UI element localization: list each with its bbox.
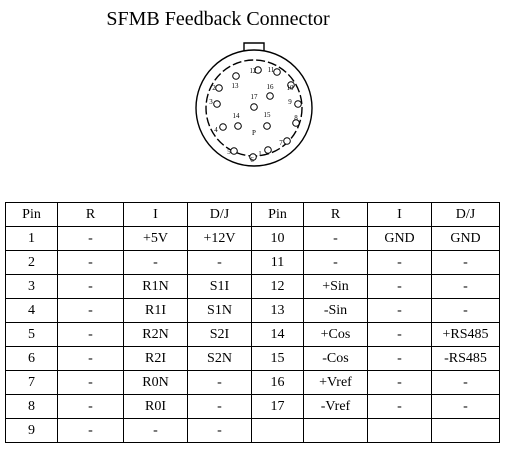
table-cell: - bbox=[368, 347, 432, 371]
table-cell: S2N bbox=[188, 347, 252, 371]
table-cell: - bbox=[368, 299, 432, 323]
pin-1-hole bbox=[265, 147, 272, 154]
table-cell: GND bbox=[368, 227, 432, 251]
table-cell: R2N bbox=[124, 323, 188, 347]
pin-17-hole bbox=[251, 104, 258, 111]
table-row bbox=[6, 275, 500, 299]
table-cell: 7 bbox=[6, 371, 58, 395]
pin-11-hole bbox=[274, 69, 281, 76]
table-cell: GND bbox=[432, 227, 500, 251]
pin-label: 14 bbox=[232, 112, 240, 120]
header-cell: R bbox=[304, 203, 368, 227]
table-cell: - bbox=[368, 371, 432, 395]
table-row bbox=[6, 347, 500, 371]
table-cell: 12 bbox=[252, 275, 304, 299]
header-cell: Pin bbox=[6, 203, 58, 227]
table-cell: - bbox=[368, 395, 432, 419]
pin-label: 17 bbox=[250, 93, 258, 101]
pin-label: 5 bbox=[227, 148, 231, 156]
header-cell: D/J bbox=[432, 203, 500, 227]
table-row bbox=[6, 395, 500, 419]
table-row bbox=[6, 419, 500, 443]
page-title: SFMB Feedback Connector bbox=[106, 8, 330, 30]
table-cell: - bbox=[304, 227, 368, 251]
table-cell: +12V bbox=[188, 227, 252, 251]
connector-diagram bbox=[0, 0, 509, 200]
table-cell: - bbox=[58, 371, 124, 395]
table-cell: R0N bbox=[124, 371, 188, 395]
pin-label: 8 bbox=[294, 114, 298, 122]
table-cell: - bbox=[58, 419, 124, 443]
header-cell: I bbox=[368, 203, 432, 227]
table-cell: - bbox=[368, 251, 432, 275]
pin-label: 1 bbox=[258, 150, 262, 158]
pin-label: 9 bbox=[288, 98, 292, 106]
table-cell: - bbox=[432, 251, 500, 275]
table-cell: 8 bbox=[6, 395, 58, 419]
pin-label: 7 bbox=[279, 139, 283, 147]
table-cell: - bbox=[368, 323, 432, 347]
table-cell: 10 bbox=[252, 227, 304, 251]
table-cell: +5V bbox=[124, 227, 188, 251]
pin-group bbox=[214, 67, 302, 161]
table-cell: 15 bbox=[252, 347, 304, 371]
table-cell: -RS485 bbox=[432, 347, 500, 371]
pin-14-hole bbox=[235, 123, 242, 130]
table-cell: - bbox=[432, 371, 500, 395]
table-cell: S1I bbox=[188, 275, 252, 299]
table-cell bbox=[304, 419, 368, 443]
table-cell: 4 bbox=[6, 299, 58, 323]
table-cell: 13 bbox=[252, 299, 304, 323]
table-cell: - bbox=[432, 395, 500, 419]
header-cell: D/J bbox=[188, 203, 252, 227]
table-cell: - bbox=[432, 299, 500, 323]
pin-4-hole bbox=[220, 124, 227, 131]
table-cell: - bbox=[58, 251, 124, 275]
table-cell: - bbox=[432, 275, 500, 299]
table-cell: - bbox=[368, 275, 432, 299]
table-header-row bbox=[6, 203, 500, 227]
pin-table bbox=[5, 202, 500, 443]
table-cell: - bbox=[58, 323, 124, 347]
table-cell bbox=[252, 419, 304, 443]
table-cell: +Cos bbox=[304, 323, 368, 347]
pin-label: 2 bbox=[212, 84, 216, 92]
table-cell: - bbox=[188, 395, 252, 419]
table-row bbox=[6, 371, 500, 395]
table-cell: S2I bbox=[188, 323, 252, 347]
table-cell: 2 bbox=[6, 251, 58, 275]
pin-label: 4 bbox=[214, 126, 218, 134]
table-cell: 3 bbox=[6, 275, 58, 299]
table-cell: - bbox=[188, 371, 252, 395]
table-cell: 1 bbox=[6, 227, 58, 251]
pin-label: 13 bbox=[231, 82, 239, 90]
pin-label: 16 bbox=[266, 83, 274, 91]
pin-label: 10 bbox=[286, 84, 294, 92]
pin-3-hole bbox=[214, 101, 221, 108]
pin-label: 3 bbox=[209, 98, 213, 106]
table-cell: 9 bbox=[6, 419, 58, 443]
pin-label: 6 bbox=[250, 156, 254, 164]
table-cell: 17 bbox=[252, 395, 304, 419]
table-cell: - bbox=[58, 275, 124, 299]
pin-label: 15 bbox=[263, 111, 271, 119]
header-cell: I bbox=[124, 203, 188, 227]
table-cell: - bbox=[58, 299, 124, 323]
table-cell: - bbox=[124, 419, 188, 443]
table-row bbox=[6, 323, 500, 347]
table-cell: - bbox=[58, 227, 124, 251]
pin-16-hole bbox=[267, 93, 274, 100]
table-cell: R0I bbox=[124, 395, 188, 419]
table-cell: +RS485 bbox=[432, 323, 500, 347]
table-cell: R2I bbox=[124, 347, 188, 371]
pin-9-hole bbox=[295, 101, 302, 108]
table-cell: -Vref bbox=[304, 395, 368, 419]
table-cell: - bbox=[304, 251, 368, 275]
table-cell: R1N bbox=[124, 275, 188, 299]
table-cell: +Sin bbox=[304, 275, 368, 299]
table-row bbox=[6, 227, 500, 251]
table-cell: 5 bbox=[6, 323, 58, 347]
pin-7-hole bbox=[284, 138, 291, 145]
pin-label: 11 bbox=[267, 66, 275, 74]
header-cell: Pin bbox=[252, 203, 304, 227]
table-cell: S1N bbox=[188, 299, 252, 323]
pin-label-group bbox=[209, 66, 298, 164]
table-cell: - bbox=[188, 251, 252, 275]
table-row bbox=[6, 251, 500, 275]
table-cell: - bbox=[124, 251, 188, 275]
table-cell: - bbox=[58, 347, 124, 371]
table-cell: R1I bbox=[124, 299, 188, 323]
table-row bbox=[6, 299, 500, 323]
table-cell: 16 bbox=[252, 371, 304, 395]
header-cell: R bbox=[58, 203, 124, 227]
table-cell: +Vref bbox=[304, 371, 368, 395]
table-cell: -Cos bbox=[304, 347, 368, 371]
table-cell: - bbox=[188, 419, 252, 443]
pin-15-hole bbox=[264, 123, 271, 130]
table-cell: - bbox=[58, 395, 124, 419]
table-cell bbox=[432, 419, 500, 443]
table-cell bbox=[368, 419, 432, 443]
pin-2-hole bbox=[216, 85, 223, 92]
pin-5-hole bbox=[231, 148, 238, 155]
pin-13-hole bbox=[233, 73, 240, 80]
table-cell: 14 bbox=[252, 323, 304, 347]
pin-label: 12 bbox=[249, 67, 257, 75]
pin-label: P bbox=[252, 129, 256, 137]
table-cell: 11 bbox=[252, 251, 304, 275]
table-cell: 6 bbox=[6, 347, 58, 371]
table-cell: -Sin bbox=[304, 299, 368, 323]
